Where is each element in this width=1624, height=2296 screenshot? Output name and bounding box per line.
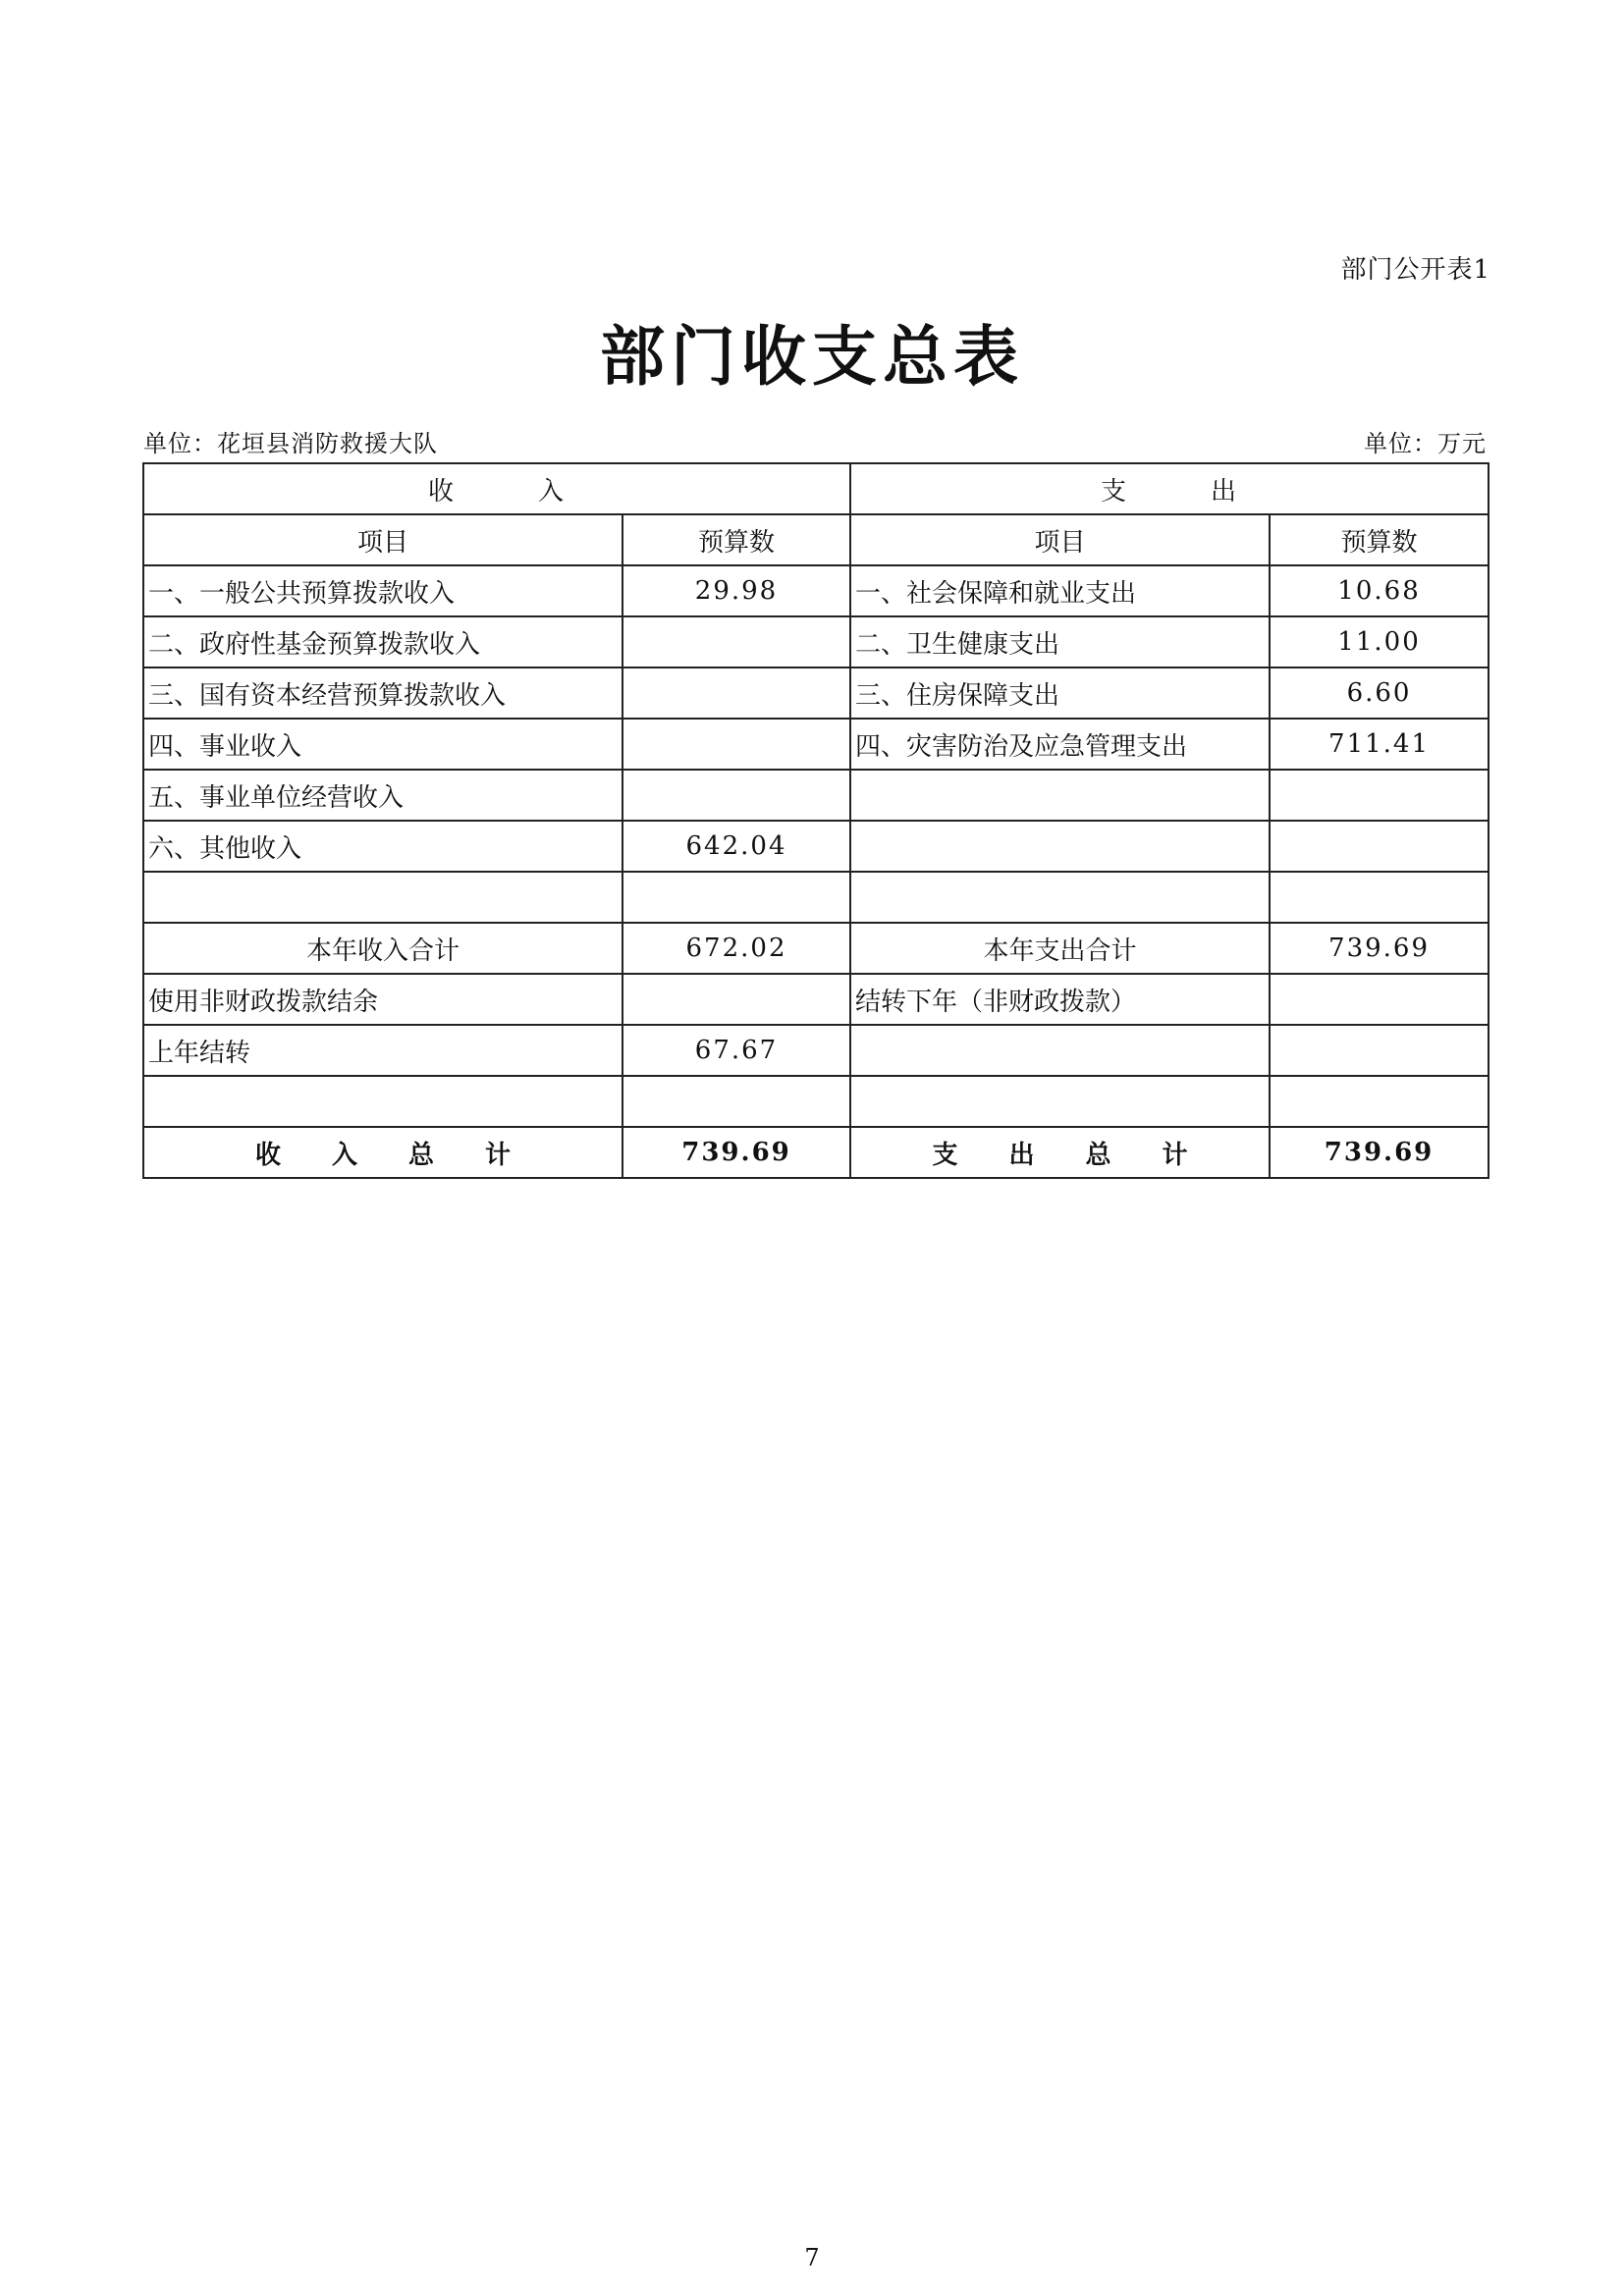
expense-item-cell — [850, 1025, 1270, 1076]
income-value-cell: 642.04 — [623, 821, 850, 872]
income-value-cell: 67.67 — [623, 1025, 850, 1076]
table-row — [143, 821, 1489, 872]
expense-value-cell: 11.00 — [1270, 616, 1489, 667]
expense-value-cell — [1270, 770, 1489, 821]
income-item-cell: 三、国有资本经营预算拨款收入 — [143, 667, 623, 719]
income-item-cell: 六、其他收入 — [143, 821, 623, 872]
expense-subtotal-value: 739.69 — [1270, 923, 1489, 974]
unit-organization: 单位：花垣县消防救援大队 — [143, 430, 438, 457]
expense-budget-column-header: 预算数 — [1270, 514, 1489, 565]
table-row — [143, 667, 1489, 719]
income-item-column-header: 项目 — [143, 514, 623, 565]
income-value-cell: 29.98 — [623, 565, 850, 616]
income-value-cell — [623, 1076, 850, 1127]
unit-measure: 单位：万元 — [1364, 430, 1487, 457]
page-title: 部门收支总表 — [600, 319, 1024, 395]
expense-section-header: 支 出 — [850, 463, 1489, 514]
income-item-cell: 一、一般公共预算拨款收入 — [143, 565, 623, 616]
income-item-cell: 五、事业单位经营收入 — [143, 770, 623, 821]
income-subtotal-value: 672.02 — [623, 923, 850, 974]
expense-grand-total-value: 739.69 — [1270, 1127, 1489, 1178]
expense-item-cell — [850, 770, 1270, 821]
income-value-cell — [623, 616, 850, 667]
expense-value-cell — [1270, 974, 1489, 1025]
expense-value-cell: 10.68 — [1270, 565, 1489, 616]
expense-value-cell — [1270, 872, 1489, 923]
expense-item-column-header: 项目 — [850, 514, 1270, 565]
page-number: 7 — [804, 2244, 820, 2271]
budget-summary-table — [142, 462, 1489, 1179]
income-budget-column-header: 预算数 — [623, 514, 850, 565]
income-value-cell — [623, 974, 850, 1025]
expense-value-cell: 6.60 — [1270, 667, 1489, 719]
expense-item-cell: 一、社会保障和就业支出 — [850, 565, 1270, 616]
income-value-cell — [623, 872, 850, 923]
table-row — [143, 719, 1489, 770]
section-header-row — [143, 463, 1489, 514]
expense-subtotal-label: 本年支出合计 — [850, 923, 1270, 974]
expense-item-cell: 结转下年（非财政拨款） — [850, 974, 1270, 1025]
table-row — [143, 616, 1489, 667]
income-item-cell — [143, 1076, 623, 1127]
table-row — [143, 1076, 1489, 1127]
income-grand-total-value: 739.69 — [623, 1127, 850, 1178]
expense-item-cell — [850, 872, 1270, 923]
income-item-cell: 四、事业收入 — [143, 719, 623, 770]
income-value-cell — [623, 770, 850, 821]
grand-total-row — [143, 1127, 1489, 1178]
expense-grand-total-label: 支 出 总 计 — [850, 1127, 1270, 1178]
income-item-cell: 使用非财政拨款结余 — [143, 974, 623, 1025]
expense-value-cell — [1270, 1076, 1489, 1127]
expense-item-cell: 三、住房保障支出 — [850, 667, 1270, 719]
income-value-cell — [623, 667, 850, 719]
income-item-cell: 二、政府性基金预算拨款收入 — [143, 616, 623, 667]
expense-item-cell — [850, 821, 1270, 872]
expense-item-cell: 二、卫生健康支出 — [850, 616, 1270, 667]
expense-item-cell: 四、灾害防治及应急管理支出 — [850, 719, 1270, 770]
form-code: 部门公开表1 — [1340, 255, 1490, 285]
subtotal-row — [143, 923, 1489, 974]
table-row — [143, 974, 1489, 1025]
income-grand-total-label: 收 入 总 计 — [143, 1127, 623, 1178]
income-item-cell: 上年结转 — [143, 1025, 623, 1076]
income-subtotal-label: 本年收入合计 — [143, 923, 623, 974]
expense-value-cell: 711.41 — [1270, 719, 1489, 770]
table-row — [143, 565, 1489, 616]
income-value-cell — [623, 719, 850, 770]
income-section-header: 收 入 — [143, 463, 850, 514]
expense-value-cell — [1270, 821, 1489, 872]
expense-item-cell — [850, 1076, 1270, 1127]
expense-value-cell — [1270, 1025, 1489, 1076]
column-header-row — [143, 514, 1489, 565]
table-row — [143, 872, 1489, 923]
table-row — [143, 770, 1489, 821]
table-row — [143, 1025, 1489, 1076]
income-item-cell — [143, 872, 623, 923]
